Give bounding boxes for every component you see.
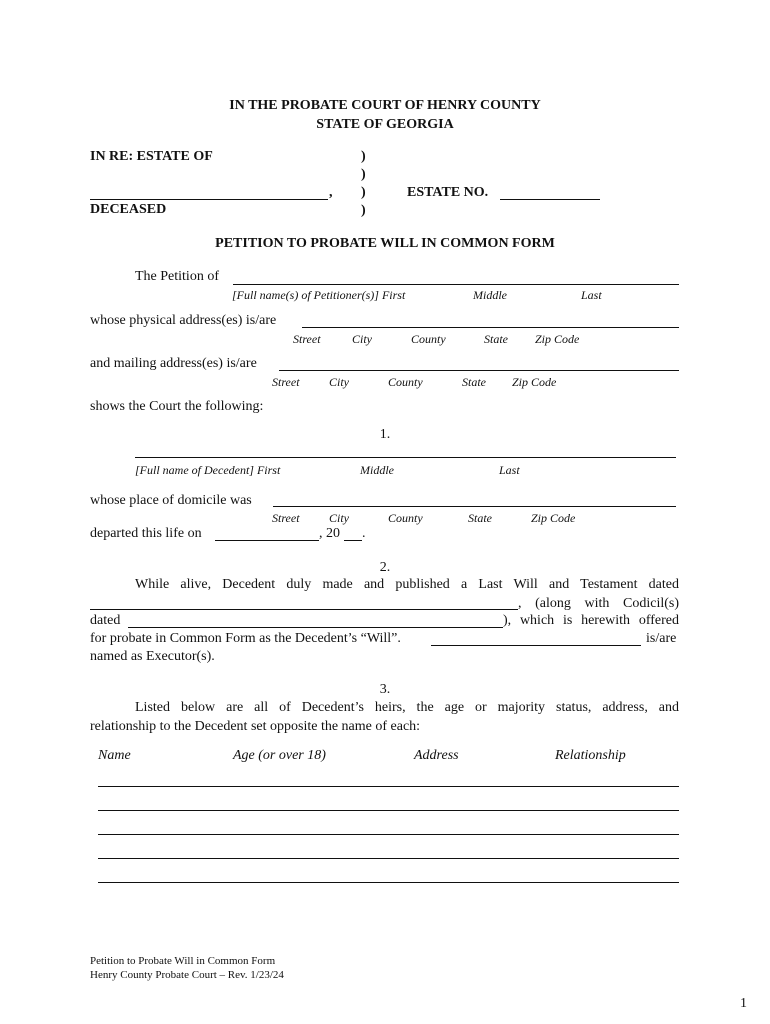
departed-lead: departed this life on bbox=[90, 526, 202, 541]
decedent-full-name-line[interactable] bbox=[135, 457, 676, 458]
heirs-intro-text: Listed below are all of Decedent’s heirs, the age or majority status, address, and bbox=[135, 700, 679, 715]
codicil-text: , (along with Codicil(s) bbox=[518, 596, 679, 611]
domicile-hint-street: Street bbox=[272, 511, 300, 525]
departed-period: . bbox=[362, 526, 366, 541]
estate-no-label: ESTATE NO. bbox=[407, 185, 489, 200]
decedent-hint-middle: Middle bbox=[360, 463, 394, 477]
mailing-hint-county: County bbox=[388, 375, 423, 389]
domicile-hint-state: State bbox=[468, 511, 492, 525]
named-executor-text: named as Executor(s). bbox=[90, 649, 215, 664]
court-heading: IN THE PROBATE COURT OF HENRY COUNTY bbox=[229, 98, 541, 113]
departed-year-line[interactable] bbox=[344, 540, 362, 541]
petitioner-lead: The Petition of bbox=[135, 269, 219, 284]
petitioner-hint-middle: Middle bbox=[473, 288, 507, 302]
column-header-name: Name bbox=[98, 748, 131, 763]
section-3-number: 3. bbox=[379, 682, 391, 697]
caption-paren: ) bbox=[361, 167, 366, 182]
page-number: 1 bbox=[740, 996, 747, 1011]
petitioner-hint-first: [Full name(s) of Petitioner(s)] First bbox=[232, 288, 406, 302]
caption-comma: , bbox=[329, 185, 333, 200]
mailing-hint-city: City bbox=[329, 375, 349, 389]
is-are-text: is/are bbox=[646, 631, 677, 646]
domicile-hint-city: City bbox=[329, 511, 349, 525]
physical-hint-city: City bbox=[352, 332, 372, 346]
heir-row-line[interactable] bbox=[98, 834, 679, 835]
footer-form-title: Petition to Probate Will in Common Form bbox=[90, 955, 276, 967]
heir-row-line[interactable] bbox=[98, 786, 679, 787]
in-re-label: IN RE: ESTATE OF bbox=[90, 149, 213, 164]
column-header-relationship: Relationship bbox=[555, 748, 626, 763]
column-header-address: Address bbox=[414, 748, 459, 763]
petitioner-name-line[interactable] bbox=[233, 284, 679, 285]
physical-hint-state: State bbox=[484, 332, 508, 346]
petitioner-hint-last: Last bbox=[581, 288, 602, 302]
domicile-line[interactable] bbox=[273, 506, 676, 507]
physical-address-line[interactable] bbox=[302, 327, 679, 328]
decedent-hint-first: [Full name of Decedent] First bbox=[135, 463, 281, 477]
deceased-label: DECEASED bbox=[90, 202, 167, 217]
herewith-offered-text: ), which is herewith offered bbox=[503, 613, 679, 628]
codicil-dated-label: dated bbox=[90, 613, 121, 628]
mailing-address-lead: and mailing address(es) is/are bbox=[90, 356, 257, 371]
section-2-number: 2. bbox=[379, 560, 391, 575]
footer-court-revision: Henry County Probate Court – Rev. 1/23/24 bbox=[90, 969, 284, 981]
caption-paren: ) bbox=[361, 203, 366, 218]
heirs-intro-text-2: relationship to the Decedent set opposite the name of each: bbox=[90, 719, 421, 734]
will-dated-text: While alive, Decedent duly made and published a Last Will and Testament dated bbox=[135, 577, 679, 592]
departed-date-line[interactable] bbox=[215, 540, 319, 541]
caption-paren: ) bbox=[361, 185, 366, 200]
physical-hint-county: County bbox=[411, 332, 446, 346]
physical-hint-street: Street bbox=[293, 332, 321, 346]
shows-court-text: shows the Court the following: bbox=[90, 399, 264, 414]
physical-address-lead: whose physical address(es) is/are bbox=[90, 313, 277, 328]
decedent-hint-last: Last bbox=[499, 463, 520, 477]
caption-paren: ) bbox=[361, 149, 366, 164]
section-1-number: 1. bbox=[379, 427, 391, 442]
estate-no-line[interactable] bbox=[500, 199, 600, 200]
codicil-date-line[interactable] bbox=[128, 627, 503, 628]
mailing-hint-street: Street bbox=[272, 375, 300, 389]
physical-hint-zip: Zip Code bbox=[535, 332, 580, 346]
heir-row-line[interactable] bbox=[98, 810, 679, 811]
probate-common-form-text: for probate in Common Form as the Decedent’s “Will”. bbox=[90, 631, 401, 646]
will-date-line[interactable] bbox=[90, 609, 518, 610]
state-heading: STATE OF GEORGIA bbox=[316, 117, 454, 132]
decedent-name-line[interactable] bbox=[90, 199, 328, 200]
heir-row-line[interactable] bbox=[98, 882, 679, 883]
executor-name-line[interactable] bbox=[431, 645, 641, 646]
heir-row-line[interactable] bbox=[98, 858, 679, 859]
mailing-hint-zip: Zip Code bbox=[512, 375, 557, 389]
petition-title: PETITION TO PROBATE WILL IN COMMON FORM bbox=[215, 236, 555, 251]
mailing-address-line[interactable] bbox=[279, 370, 679, 371]
departed-year-prefix: , 20 bbox=[319, 526, 340, 541]
domicile-hint-county: County bbox=[388, 511, 423, 525]
domicile-hint-zip: Zip Code bbox=[531, 511, 576, 525]
mailing-hint-state: State bbox=[462, 375, 486, 389]
domicile-lead: whose place of domicile was bbox=[90, 493, 252, 508]
column-header-age: Age (or over 18) bbox=[233, 748, 326, 763]
